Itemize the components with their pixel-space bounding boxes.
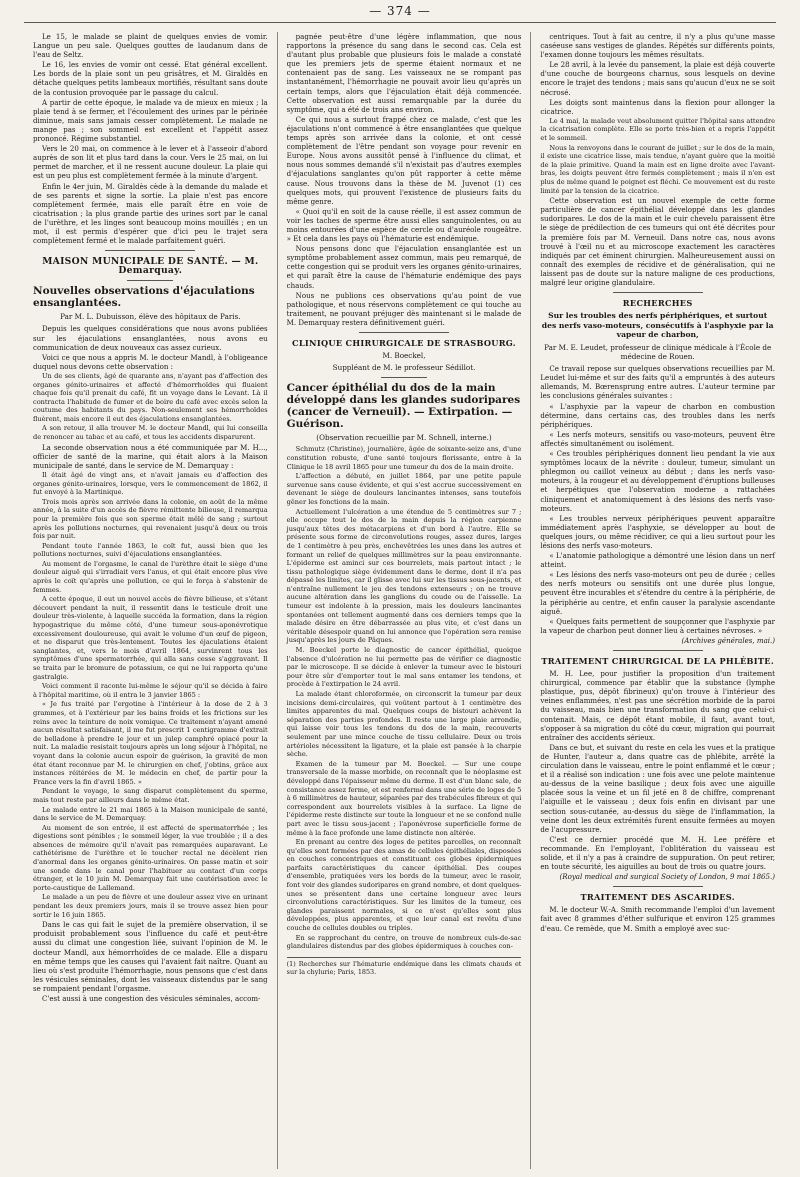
page-number: — 374 — [369, 4, 431, 18]
paragraph: Le 16, les envies de vomir ont cessé. Etat général excellent. Les bords de la plaie sont un peu grisâtres, et M. Giraldès en détache quelques petits lambeaux mortifiés, résultant sans doute de la contusion provoquée par le passage du calcul. [33, 60, 268, 97]
article-title-nerfs: Sur les troubles des nerfs périphériques, et surtout des nerfs vaso-moteurs, consécutifs à l'asphyxie par la vapeur de charbon, [541, 311, 774, 340]
paragraph: La seconde observation nous a été communiquée par M. H..., officier de santé de la marine, qui était alors à la Maison municipale de santé, dans le service de M. Demarquay : [33, 442, 268, 470]
paragraph: L'affection a débuté, en juillet 1864, par une petite papule survenue sans cause évidente, et qui s'est accrue successivement en devenant le siège de douleurs lancinantes intenses, sans toutefois gêner les fonctions de la main. [286, 472, 522, 506]
page-header [24, 0, 776, 23]
separator-rule [540, 648, 775, 652]
paragraph: Le malade entre le 21 mai 1865 à la Maison municipale de santé, dans le service de M. Demarquay. [33, 805, 268, 823]
paragraph: Le 4 mai, la malade veut absolument quitter l'hôpital sans attendre la cicatrisation complète. Elle se porte très-bien et a repris l'appétit et le sommeil. [540, 116, 776, 143]
paragraph: « Quelques faits permettent de soupçonner que l'asphyxie par la vapeur de charbon peut donner lieu à certaines névroses. » [540, 616, 776, 635]
paragraph: Dans le cas qui fait le sujet de la première observation, il se produisit probablement sous l'influence du café et peut-être aussi du climat une congestion liée, suivant l'opinion de M. le docteur Mandl, aux hémorrhoïdes de ce malade. Elle a disparu en même temps que les causes qui l'avaient fait naître. Quant au lieu où s'est produite l'hémorrhagie, nous pensons que c'est dans les vésicules séminales, dont les vaisseaux distendus par le sang se rompaient pendant l'orgasme. [33, 920, 268, 993]
paragraph: Pendant toute l'année 1863, le coït fut, aussi bien que les pollutions nocturnes, suivi d'éjaculations ensanglantées. [33, 541, 268, 559]
source-citation: (Archives générales, mai.) [681, 635, 776, 645]
paragraph: Il était âgé de vingt ans, et n'avait jamais eu d'affection des organes génito-urinaires, lorsque, vers le commencement de 1862, il fut envoyé à la Martinique. [33, 470, 268, 497]
separator-rule [287, 375, 522, 379]
paragraph: Un de ses clients, âgé de quarante ans, n'ayant pas d'affection des organes génito-urinaires et affecté d'hémorrhoïdes qui fluaient chaque fois qu'il prenait du café, fit un voyage dans le Levant. Là il contracta l'habitude de fumer et de boire du café avec excès selon la coutume des habitants du pays. Non-seulement ses hémorrhoïdes fluèrent, mais encore il eut des éjaculations ensanglantées. [33, 371, 268, 423]
paragraph: A partir de cette époque, le malade va de mieux en mieux ; la plaie tend à se fermer, et l'écoulement des urines par le périnée diminue, mais sans jamais cesser complètement. Le malade ne mange pas ; son sommeil est excellent et l'appétit assez prononcé. Régime substantiel. [33, 97, 268, 144]
paragraph: Enfin le 4er juin, M. Giraldès cède à la demande du malade et de ses parents et signe la sortie. La plaie n'est pas encore complètement fermée, mais elle paraît être en voie de cicatrisation ; la plus grande partie des urines sort par le canal de l'urèthre, et les linges sont beaucoup moins mouillés ; en un mot, il est permis d'espérer que d'ici peu le trajet sera complètement fermé et le malade parfaitement guéri. [33, 181, 268, 246]
separator-rule [287, 330, 522, 334]
column-3 [530, 32, 784, 1169]
separator-rule [33, 248, 268, 252]
paragraph: Nous ne publions ces observations qu'au point de vue pathologique, et nous réservons complètement ce qui touche au traitement, ne pouvant préjuger dès maintenant si le malade de M. Demarquay restera définitivement guéri. [286, 290, 522, 327]
column-2 [277, 32, 531, 1169]
paragraph: M. le docteur W.-A. Smith recommande l'emploi d'un lavement fait avec 8 grammes d'éther sulfurique et environ 125 grammes d'eau. Ce remède, que M. Smith a employé avec suc- [540, 905, 776, 933]
paragraph: Cette observation est un nouvel exemple de cette forme particulière de cancer épithélial développé dans les glandes sudoripares. Le dos de la main et le cuir chevelu paraissent être le siège de prédilection de ces tumeurs qui ont été décrites pour la première fois par M. Verneuil. Dans notre cas, nous avons trouvé à l'œil nu et au microscope exactement les caractères indiqués par cet éminent chirurgien. Malheureusement aussi on connaît des exemples de récidive et de généralisation, qui ne laissent pas de doute sur la nature maligne de ces productions, malgré leur origine glandulaire. [540, 196, 776, 288]
paragraph: A son retour, il alla trouver M. le docteur Mandl, qui lui conseilla de renoncer au tabac et au café, et tous les accidents disparurent. [33, 424, 268, 442]
paragraph: Pendant le voyage, le sang disparut complètement du sperme, mais tout reste par ailleurs dans le même état. [33, 787, 268, 804]
paragraph: Nous pensons donc que l'éjaculation ensanglantée est un symptôme probablement assez commun, mais peu remarqué, de cette congestion qui se produit vers les organes génito-urinaires, et qui paraît être la cause de l'hématurie endémique des pays chauds. [286, 244, 522, 290]
paragraph: Les doigts sont maintenus dans la flexion pour allonger la cicatrice. [540, 97, 776, 116]
paragraph: En prenant au centre des loges de petites parcelles, on reconnaît qu'elles sont formées par des amas de cellules épithéliales, disposées en couches concentriques et constituant ces globes épidermiques parfaits caractéristiques du cancer épithélial. Des coupes d'ensemble, pratiquées vers les bords de la tumeur, avec le rasoir, font voir des glandes sudoripares en grand nombre, et dont quelques-unes se présentent dans une certaine longueur avec leurs circonvolutions caractéristiques. Sur les limites de la tumeur, ces glandes paraissent normales, si ce n'est qu'elles sont plus développées, plus apparentes, et que leur canal est revêtu d'une couche de cellules doubles ou triples. [286, 838, 522, 933]
column-1 [24, 32, 277, 1169]
paragraph: M. Boeckel porte le diagnostic de cancer épithélial, quoique l'absence d'ulcération ne lui permette pas de vérifier ce diagnostic par le microscope. Il se décide à enlever la tumeur avec le bistouri pour être sûr d'emporter tout le mal sans entamer les tendons, et procède à l'extirpation le 24 avril. [286, 646, 522, 689]
author-role-boeckel: Suppléant de M. le professeur Sédillot. [332, 363, 476, 373]
author-name-boeckel: M. Boeckel, [382, 351, 426, 361]
paragraph: Vers le 20 mai, on commence à le lever et à l'asseoir d'abord auprès de son lit et plus tard dans la cour. Vers le 25 mai, on lui permet de marcher, et il ne ressent aucune douleur. La plaie qui est un peu plus est complètement fermée à la minute d'argent. [33, 144, 268, 181]
paragraph: Trois mois après son arrivée dans la colonie, en août de la même année, à la suite d'un accès de fièvre rémittente bilieuse, il remarqua pour la première fois que son sperme était mêlé de sang ; surtout après les pollutions nocturnes, qui revenaient jusqu'à deux ou trois fois par nuit. [33, 497, 268, 541]
paragraph: Actuellement l'ulcération a une étendue de 5 centimètres sur 7 ; elle occupe tout le dos de la main depuis la région carpienne jusqu'aux têtes des métacarpiens et d'un bord à l'autre. Elle se présente sous forme de circonvolutions rouges, assez dures, larges de 1 centimètre à peu près, enchevêtrées les unes dans les autres et formant un relief de quelques millimètres sur la peau environnante. L'épiderme est aminci sur ces bourrelets, mais partout intact ; le tissu pathologique siège évidemment dans le derme, dont il n'a pas dépassé les limites, car il glisse avec lui sur les tissus sous-jacents, et n'entraîne nullement le jeu des tendons extenseurs ; on ne trouve aucune altération dans les ganglions du coude ou de l'aisselle. La tumeur est indolente à la pression, mais les douleurs lancinantes spontanées ont tellement augmenté dans ces derniers temps que la malade désire en être débarrassée au plus vite, et c'est dans un véritable désespoir quand on lui annonce que l'opération sera remise jusqu'après les jours de Pâques. [286, 507, 522, 645]
paragraph: Dans ce but, et suivant du reste en cela les vues et la pratique de Hunter, l'auteur a, dans quatre cas de phlébite, arrêté la circulation dans le vaisseau, entre le point enflammé et le cœur ; et il a réalisé son indication : une fois avec une pelote maintenue au-dessus de la veine basilique ; deux fois avec une aiguille placée sous la veine et un fil jeté en 8 de chiffre, comprenant l'aiguille et le vaisseau ; deux fois enfin en divisant par une section sous-cutanée, au-dessus du siège de l'inflammation, la veine dont les deux extrémités furent ensuite fermées au moyen de l'acupressure. [540, 742, 776, 834]
byline-leudet: Par M. E. Leudet, professeur de clinique médicale à l'École de médecine de Rouen. [544, 343, 772, 362]
paragraph: C'est aussi à une congestion des vésicules séminales, accom- [42, 993, 261, 1003]
separator-rule [540, 290, 775, 294]
paragraph: « Ces troubles périphériques donnent lieu pendant la vie aux symptômes locaux de la névrite : douleur, tumeur, simulant un phlegmon ou caillot veineux au début ; dans les nerfs vaso-moteurs, à la rougeur et au développement d'éruptions bulleuses et herpétiques que l'observation moderne a rattachées cliniquement et anatomiquement à des lésions des nerfs vaso-moteurs. [540, 449, 776, 513]
paragraph: A cette époque, il eut un nouvel accès de fièvre bilieuse, et s'étant découvert pendant la nuit, il ressentit dans le testicule droit une douleur très-violente, à laquelle succéda la formation, dans la région hypogastrique du même côté, d'une tumeur sous-aponévrotique excessivement douloureuse, qui avait le volume d'un œuf de pigeon, et ne disparut que très-lentement. Toutes les éjaculations étaient sanglantes, et, vers le mois d'avril 1864, survinrent tous les symptômes d'une spermatorrhée, qui alla sans cesse s'aggravant. Il se traita par le bromure de potassium, ce qui ne lui rapporta qu'une gastralgie. [33, 595, 268, 681]
paragraph: M. H. Lee, pour justifier la proposition d'un traitement chirurgical, commence par établir que la substance (lymphe plastique, pus, dépôt fibrineux) qu'on trouve à l'intérieur des veines enflammées, n'est pas une sécrétion morbide de la paroi du vaisseau, mais bien une transformation du sang que celui-ci contenait. Mais, ce dépôt étant mobile, il faut, avant tout, s'opposer à sa migration du côté du cœur, migration qui pourrait entraîner des accidents sérieux. [540, 669, 776, 742]
paragraph: Au moment de l'orgasme, le canal de l'urèthre était le siège d'une douleur aiguë qui s'irradiait vers l'anus, et qui était encore plus vive après le coït qu'après une pollution, ce qui le força à s'abstenir de femmes. [33, 559, 268, 594]
text-columns [24, 32, 784, 1169]
paragraph: « Les troubles nerveux périphériques peuvent apparaître immédiatement après l'asphyxie, se développer au bout de quelques jours, ou même récidiver, ce qui a lieu surtout pour les lésions des nerfs vaso-moteurs. [540, 513, 776, 550]
paragraph: C'est ce dernier procédé que M. H. Lee préfère et recommande. En l'employant, l'oblitération du vaisseau est solide, et il n'y a pas à craindre de suppuration. On peut retirer, en toute sécurité, les aiguilles au bout de trois ou quatre jours. [540, 834, 776, 872]
paragraph: Au moment de son entrée, il est affecté de spermatorrhée ; les digestions sont pénibles ; le sommeil léger, la vue troublée ; il a des absences de mémoire qu'il n'avait pas remarquées auparavant. Le cathétérisme de l'urèthre et le toucher rectal ne décèlent rien d'anormal dans les organes génito-urinaires. On passe matin et soir une sonde dans le canal pour l'habituer au contact d'un corps étranger, et le 10 juin M. Demarquay fait une cautérisation avec le porte-caustique de Lallemand. [33, 823, 268, 892]
paragraph: Examen de la tumeur par M. Boeckel. — Sur une coupe transversale de la masse morbide, on reconnaît que le néoplasme est développé dans l'épaisseur même du derme. Il est d'un blanc sale, de consistance assez ferme, et est renfermé dans une série de loges de 5 à 6 millimètres de hauteur, séparées par des trabécules fibreux et qui correspondent aux bourrelets visibles à la surface. La ligne de l'épiderme reste distincte sur toute la longueur et ne se confond nulle part avec le tissu sous-jacent ; l'aponévrose superficielle forme de même à la face profonde une lame distincte non altérée. [286, 759, 522, 837]
paragraph: En se rapprochant du centre, on trouve de nombreux culs-de-sac glandulaires distendus par des globes épidermiques à couches con- [286, 933, 522, 951]
paragraph: Le 15, le malade se plaint de quelques envies de vomir. Langue un peu sale. Quelques gouttes de laudanum dans de l'eau de Seltz. [33, 32, 268, 60]
paragraph: Le malade a un peu de fièvre et une douleur assez vive en urinant pendant les deux premiers jours, mais il se trouve assez bien pour sortir le 16 juin 1865. [33, 893, 268, 919]
paragraph: Le 28 avril, à la levée du pansement, la plaie est déjà couverte d'une couche de bourgeons charnus, sous lesquels on devine encore le trajet des tendons ; mais sans qu'aucun d'eux ne se soit nécrosé. [540, 60, 776, 97]
paragraph: « L'asphyxie par la vapeur de charbon en combustion détermine, dans certains cas, des troubles dans les nerfs périphériques. [540, 401, 776, 429]
paragraph: « L'anatomie pathologique a démontré une lésion dans un nerf atteint. [540, 551, 776, 570]
paragraph: Ce travail repose sur quelques observations recueillies par M. Leudet lui-même et sur des faits qu'il a empruntés à des auteurs allemands, M. Bœrensprung entre autres. L'auteur termine par les conclusions générales suivantes : [540, 364, 776, 401]
section-title-maison: MAISON MUNICIPALE DE SANTÉ. — M. Demarquay. [42, 256, 259, 277]
paragraph: Ce qui nous a surtout frappé chez ce malade, c'est que les éjaculations n'ont commencé à être ensanglantées que quelque temps après son arrivée dans la colonie, et ont cessé complètement de l'être pendant son voyage pour revenir en Europe. Nous avons aussitôt pensé à l'influence du climat, et nous nous sommes demandé s'il n'existait pas d'autres exemples d'éjaculations sanglantes qu'on pût rapporter à cette même cause. Nous trouvons dans la thèse de M. Juvenot (1) ces quelques mots, qui prouvent l'existence de plusieurs faits du même genre. [286, 114, 522, 206]
paragraph: centriques. Tout à fait au centre, il n'y a plus qu'une masse caséeuse sans vestiges de glandes. Répétés sur différents points, l'examen donne toujours les mêmes résultats. [540, 32, 776, 60]
byline-dubuisson: Par M. L. Dubuisson, élève des hôpitaux de Paris. [60, 312, 241, 322]
separator-rule [33, 278, 268, 282]
paragraph: Nous la renvoyons dans le courant de juillet ; sur le dos de la main, il existe une cicatrice lisse, mais tendue, n'ayant guère que la moitié de la plaie primitive. Quand la main est en ligne droite avec l'avant-bras, les doigts peuvent être fermés complètement ; mais il n'en est plus de même quand le poignet est fléchi. Ce mouvement est du reste limité par la tension de la cicatrice. [540, 143, 776, 195]
paragraph: « Je fus traité par l'ergotine à l'intérieur à la dose de 2 à 3 grammes, et à l'extérieur par les bains froids et les frictions sur les reins avec la teinture de noix vomique. Ce traitement n'ayant amené aucun résultat satisfaisant, il me fut prescrit 1 centigramme d'extrait de belladone à prendre le jour et un julep camphré opiacé pour la nuit. La maladie resistait toujours après un long séjour à l'hôpital, ne voyant dans la colonie aucun espoir de guérison, la gravité de mon état étant reconnue par M. le chirurgien en chef, j'obtins, grâce aux instances réitérées de M. le médecin en chef, de partir pour la France vers la fin d'avril 1865. » [33, 700, 268, 786]
paragraph: Voici ce que nous a appris M. le docteur Mandl, à l'obligeance duquel nous devons cette observation : [33, 352, 268, 371]
section-title-clinique: CLINIQUE CHIRURGICALE DE STRASBOURG. [292, 338, 516, 348]
paragraph: pagnée peut-être d'une légère inflammation, que nous rapportons la présence du sang dans le second cas. Cela est d'autant plus probable que plusieurs fois le malade a constaté que les premiers jets de sperme étaient normaux et ne contenaient pas de sang. Les vaisseaux ne se rompant pas instantanément, l'hémorrhagie ne pouvait avoir lieu qu'après un certain temps, alors que l'éjaculation était déjà commencée. Cette observation est aussi remarquable par la durée du symptôme, qui a été de trois ans environ. [286, 32, 522, 114]
byline-schnell: (Observation recueillie par M. Schnell, interne.) [316, 433, 492, 443]
source-citation: (Royal medical and surgical Society of London, 9 mai 1865.) [559, 872, 776, 882]
article-title-cancer: Cancer épithélial du dos de la main développé dans les glandes sudoripares (cancer de Verneuil). — Extirpation. — Guérison. [286, 382, 521, 431]
footnote: (1) Recherches sur l'hématurie endémique dans les climats chauds et sur la chylurie; Paris, 1853. [287, 957, 522, 976]
paragraph: Schmutz (Christine), journalière, âgée de soixante-seize ans, d'une constitution robuste, d'une santé toujours florissante, entre à la Clinique le 18 avril 1865 pour une tumeur du dos de la main droite. [286, 445, 522, 471]
paragraph: Voici comment il raconte lui-même le séjour qu'il se décida à faire à l'hôpital maritime, où il entra le 3 janvier 1865 : [33, 682, 268, 699]
paragraph: La malade étant chloroformée, on circonscrit la tumeur par deux incisions demi-circulaires, qui voûtent partout à 1 centimètre des limites apparentes du mal. Quelques coups de bistouri achèvent la séparation des parties profondes. Il reste une large plaie arrondie, qui laisse voir tous les tendons du dos de la main, recouverts seulement par une mince couche de tissu cellulaire. Deux ou trois artérioles nécessitent la ligature, et la plaie est pansée à la charpie sèche. [286, 690, 522, 759]
paragraph: « Les lésions des nerfs vaso-moteurs ont peu de durée ; celles des nerfs moteurs ou sensitifs ont une durée plus longue, peuvent être incurables et s'étendre du centre à la périphérie, de la périphérie au centre, et enfin causer la paralysie ascendante aiguë. [540, 570, 776, 616]
article-title-ejaculations: Nouvelles observations d'éjaculations ensanglantées. [33, 285, 255, 310]
section-title-ascarides: TRAITEMENT DES ASCARIDES. [580, 892, 735, 903]
section-title-recherches: RECHERCHES [622, 298, 693, 309]
paragraph: « Quoi qu'il en soit de la cause réelle, il est assez commun de voir les taches de sperme être aussi elles sanguinolentes, ou au moins entourées d'une espèce de cercle ou d'auréole rougeâtre. » Et cela dans les pays où l'hématurie est endémique. [286, 206, 522, 244]
section-title-phlebite: TRAITEMENT CHIRURGICAL DE LA PHLÉBITE. [541, 656, 774, 666]
paragraph: « Les nerfs moteurs, sensitifs ou vaso-moteurs, peuvent être affectés simultanément ou isolément. [540, 429, 776, 448]
separator-rule [540, 884, 775, 888]
paragraph: Depuis les quelques considérations que nous avons publiées sur les éjaculations ensanglantées, nous avons eu communication de deux nouveaux cas assez curieux. [33, 324, 268, 352]
